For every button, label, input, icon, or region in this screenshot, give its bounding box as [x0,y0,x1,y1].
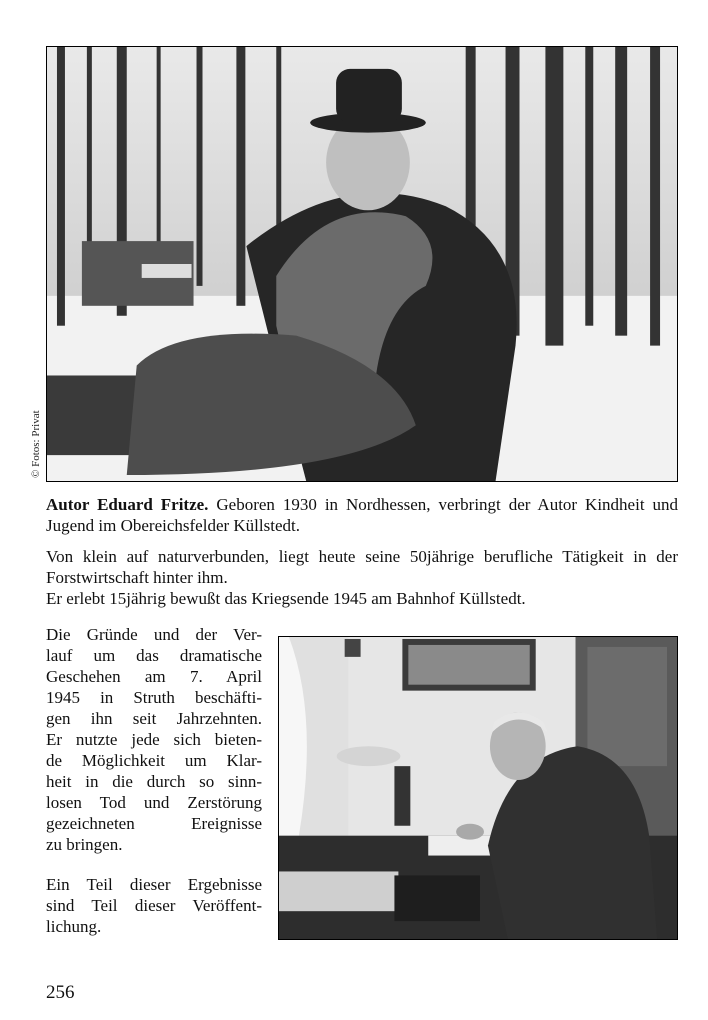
page-number: 256 [46,982,75,1003]
text-line: de Möglichkeit um Klar- [46,751,262,770]
text-line: Geschehen am 7. April [46,667,262,686]
caption-text: Geboren 1930 in Nordhessen, verbringt der Autor Kindheit und Jugend im Obereichsfelder Küllstedt. [46,495,678,535]
photo-credit: © Fotos: Privat [30,410,42,478]
text-line: gen ihn seit Jahrzehnten. [46,709,262,728]
text-line: zu bringen. [46,835,123,854]
text-line: gezeichneten Ereignisse [46,814,262,833]
text-line: Die Gründe und der Ver- [46,625,262,644]
caption-paragraph [46,494,678,536]
text-line: losen Tod und Zerstörung [46,793,262,812]
photo-author-with-dog [46,46,678,482]
caption-author-name: Autor Eduard Fritze. [46,495,209,514]
photo-author-at-desk [278,636,678,940]
photo-author-with-dog-image [47,47,677,481]
text-line: Er nutzte jede sich bieten- [46,730,262,749]
text-line: sind Teil dieser Veröffent- [46,896,262,915]
biography-paragraph [46,546,678,609]
text-line: heit in die durch so sinn- [46,772,262,791]
photo-author-at-desk-image [279,637,677,939]
text-line: Ein Teil dieser Ergebnisse [46,875,262,894]
publication-paragraph [46,874,262,937]
research-paragraph [46,624,262,855]
biography-line-2: Er erlebt 15jährig bewußt das Kriegsende 1945 am Bahnhof Küllstedt. [46,589,526,608]
biography-line-1: Von klein auf naturverbunden, liegt heute seine 50jährige berufliche Tätigkeit in der Forstwirtschaft hinter ihm. [46,547,678,587]
text-line: lauf um das dramatische [46,646,262,665]
text-line: 1945 in Struth beschäfti- [46,688,262,707]
text-line: lichung. [46,917,102,936]
